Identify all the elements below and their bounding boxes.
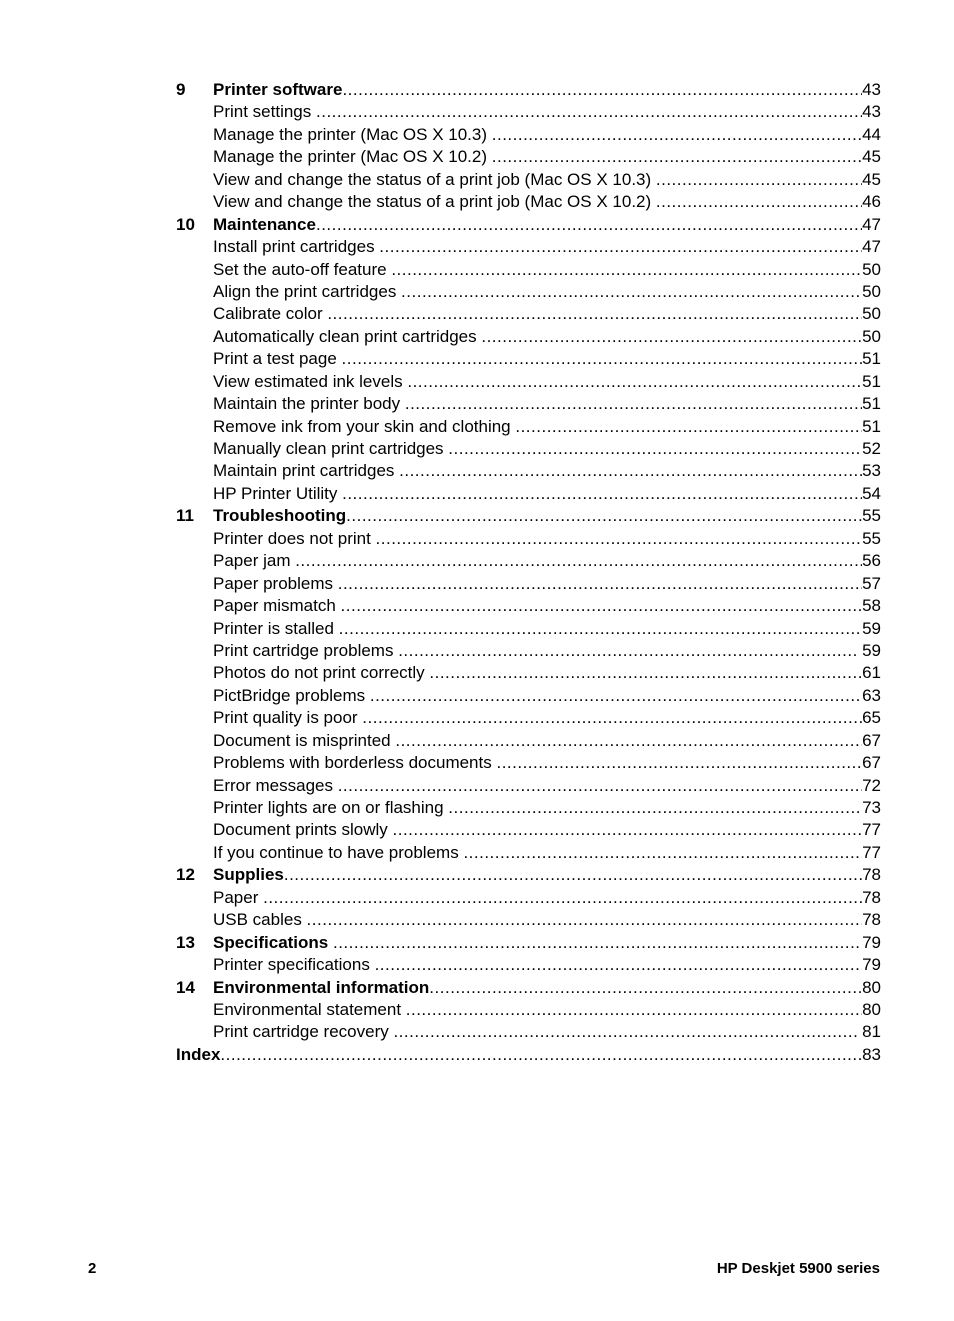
page-reference: 79 xyxy=(862,955,881,975)
dot-leader xyxy=(327,303,862,325)
toc-section-entry xyxy=(176,573,881,595)
page-reference: 65 xyxy=(862,708,881,728)
page-reference: 43 xyxy=(862,102,881,122)
toc-section-entry xyxy=(176,393,881,415)
entry-title: Paper mismatch xyxy=(213,596,341,616)
entry-title: Photos do not print correctly xyxy=(213,663,430,683)
toc-entry-line xyxy=(213,371,881,393)
page-reference: 58 xyxy=(862,596,881,616)
toc-entry-line xyxy=(213,595,881,617)
toc-entry-line xyxy=(213,101,881,123)
dot-leader xyxy=(362,707,862,729)
toc-entry-line xyxy=(213,932,881,954)
toc-section-entry xyxy=(176,281,881,303)
toc-section-entry xyxy=(176,954,881,976)
toc-entry-line xyxy=(213,819,881,841)
page-reference: 50 xyxy=(862,281,881,301)
entry-title: Printer does not print xyxy=(213,528,376,548)
toc-entry-line xyxy=(213,124,881,146)
toc-section-entry xyxy=(176,528,881,550)
toc-entry-line xyxy=(213,1021,881,1043)
entry-title: Print a test page xyxy=(213,349,342,369)
page-reference: 52 xyxy=(862,439,881,458)
toc-chapter-entry xyxy=(176,79,881,101)
toc-entry-line xyxy=(213,505,881,527)
entry-title: View and change the status of a print job (Mac OS X 10.3) xyxy=(213,169,656,189)
toc-entry-line xyxy=(213,977,881,999)
toc-entry-line xyxy=(213,236,881,258)
toc-entry-line xyxy=(213,303,881,325)
dot-leader xyxy=(448,438,862,460)
page-reference: 67 xyxy=(862,730,881,750)
dot-leader xyxy=(342,348,863,370)
page-reference: 78 xyxy=(862,865,881,885)
entry-title: Align the print cartridges xyxy=(213,281,402,301)
page-reference: 55 xyxy=(862,528,881,548)
entry-title: Printer is stalled xyxy=(213,618,339,638)
toc-entry-line xyxy=(213,730,881,752)
dot-leader xyxy=(263,887,862,909)
toc-chapter-entry xyxy=(176,214,881,236)
toc-entry-line xyxy=(213,483,881,505)
chapter-number: 10 xyxy=(176,214,195,234)
dot-leader xyxy=(393,819,863,841)
page-reference: 54 xyxy=(862,483,881,503)
toc-entry-line xyxy=(213,550,881,572)
dot-leader xyxy=(492,124,862,146)
toc-chapter-entry xyxy=(176,977,881,999)
toc-entry-line xyxy=(213,954,881,976)
toc-entry-line xyxy=(213,618,881,640)
dot-leader xyxy=(399,460,862,482)
toc-section-entry xyxy=(176,662,881,684)
toc-entry-line xyxy=(213,259,881,281)
entry-title: Troubleshooting xyxy=(213,506,347,526)
toc-section-entry xyxy=(176,595,881,617)
toc-entry-line xyxy=(213,752,881,774)
toc-section-entry xyxy=(176,169,881,191)
dot-leader xyxy=(375,954,863,976)
dot-leader xyxy=(407,371,862,393)
page-reference: 63 xyxy=(862,685,881,705)
entry-title: Document is misprinted xyxy=(213,730,396,750)
page-reference: 72 xyxy=(862,775,881,795)
page-reference: 81 xyxy=(857,1022,881,1042)
page-reference: 73 xyxy=(862,798,881,817)
page-reference: 50 xyxy=(862,326,881,346)
page-reference: 45 xyxy=(862,147,881,167)
entry-title: Maintain the printer body xyxy=(213,394,405,414)
chapter-number: 12 xyxy=(176,865,195,885)
toc-section-entry xyxy=(176,326,881,348)
toc-entry-line xyxy=(213,909,881,931)
table-of-contents xyxy=(176,79,881,1066)
page-reference: 79 xyxy=(862,932,881,952)
entry-title: Print quality is poor xyxy=(213,708,363,728)
page-reference: 45 xyxy=(862,169,881,189)
entry-title: View and change the status of a print job (Mac OS X 10.2) xyxy=(213,192,656,212)
entry-title: Printer specifications xyxy=(213,955,375,975)
dot-leader xyxy=(307,909,863,931)
toc-entry-line xyxy=(213,797,881,819)
toc-section-entry xyxy=(176,483,881,505)
dot-leader xyxy=(463,842,862,864)
chapter-number: 13 xyxy=(176,932,195,952)
dot-leader xyxy=(342,79,862,101)
entry-title: Document prints slowly xyxy=(213,820,393,840)
chapter-number: 11 xyxy=(176,506,194,526)
entry-title: Calibrate color xyxy=(213,304,328,324)
page-reference: 61 xyxy=(862,663,881,683)
entry-title: Paper xyxy=(213,887,264,907)
toc-section-entry xyxy=(176,146,881,168)
toc-section-entry xyxy=(176,640,881,662)
dot-leader xyxy=(341,595,863,617)
dot-leader xyxy=(391,259,862,281)
dot-leader xyxy=(496,752,862,774)
toc-entry-line xyxy=(213,528,881,550)
toc-section-entry xyxy=(176,730,881,752)
entry-title: Paper problems xyxy=(213,573,338,593)
page-reference: 78 xyxy=(862,910,881,930)
entry-title: Print settings xyxy=(213,102,316,122)
page-reference: 44 xyxy=(862,124,881,144)
toc-chapter-entry xyxy=(176,932,881,954)
entry-title: Environmental information xyxy=(213,977,430,997)
toc-section-entry xyxy=(176,438,881,460)
dot-leader xyxy=(492,146,862,168)
toc-section-entry xyxy=(176,303,881,325)
toc-chapter-entry xyxy=(176,1044,881,1066)
entry-title: Print cartridge problems xyxy=(213,640,399,660)
dot-leader xyxy=(379,236,862,258)
toc-section-entry xyxy=(176,819,881,841)
toc-entry-line xyxy=(213,999,881,1021)
page-reference: 50 xyxy=(862,259,881,279)
toc-entry-line xyxy=(213,573,881,595)
toc-entry-line xyxy=(213,326,881,348)
toc-entry-line xyxy=(213,887,881,909)
chapter-number: 14 xyxy=(176,977,195,997)
toc-section-entry xyxy=(176,416,881,438)
toc-entry-line xyxy=(213,842,881,864)
page-reference: 67 xyxy=(862,753,881,773)
dot-leader xyxy=(338,775,862,797)
dot-leader xyxy=(370,685,862,707)
entry-title: Specifications xyxy=(213,932,333,952)
toc-entry-line xyxy=(213,281,881,303)
page-reference: 53 xyxy=(862,461,881,481)
page-reference: 77 xyxy=(862,820,881,840)
toc-section-entry xyxy=(176,775,881,797)
dot-leader xyxy=(339,618,862,640)
dot-leader xyxy=(429,977,862,999)
page-reference: 80 xyxy=(862,999,881,1019)
toc-entry-line xyxy=(213,438,881,460)
dot-leader xyxy=(656,191,862,213)
toc-entry-line xyxy=(213,79,881,101)
entry-title: Paper jam xyxy=(213,551,296,571)
page-reference: 56 xyxy=(862,551,881,571)
page-reference: 59 xyxy=(862,618,881,638)
dot-leader xyxy=(656,169,862,191)
page-reference: 47 xyxy=(862,237,881,257)
entry-title: Automatically clean print cartridges xyxy=(213,326,482,346)
toc-section-entry xyxy=(176,887,881,909)
toc-entry-line xyxy=(213,146,881,168)
page-reference: 43 xyxy=(862,80,881,99)
page-number: 2 xyxy=(88,1260,97,1277)
chapter-number: 9 xyxy=(176,80,186,99)
entry-title: Manage the printer (Mac OS X 10.3) xyxy=(213,124,492,144)
toc-section-entry xyxy=(176,191,881,213)
dot-leader xyxy=(429,662,862,684)
toc-section-entry xyxy=(176,909,881,931)
toc-entry-line xyxy=(213,348,881,370)
toc-entry-line xyxy=(213,214,881,236)
page-reference: 51 xyxy=(862,371,881,391)
toc-entry-line xyxy=(213,662,881,684)
toc-entry-line xyxy=(213,393,881,415)
dot-leader xyxy=(333,932,862,954)
dot-leader xyxy=(401,281,862,303)
page-reference: 78 xyxy=(862,887,881,907)
dot-leader xyxy=(284,864,862,886)
toc-entry-line xyxy=(213,775,881,797)
entry-title: Printer lights are on or flashing xyxy=(213,798,449,817)
toc-section-entry xyxy=(176,999,881,1021)
entry-title: Printer software xyxy=(213,80,343,99)
dot-leader xyxy=(481,326,862,348)
toc-section-entry xyxy=(176,752,881,774)
entry-title: Supplies xyxy=(213,865,284,885)
entry-title: Error messages xyxy=(213,775,338,795)
product-name: HP Deskjet 5900 series xyxy=(716,1260,880,1277)
page-reference: 46 xyxy=(862,192,881,212)
toc-entry-line xyxy=(213,169,881,191)
entry-title: Problems with borderless documents xyxy=(213,753,497,773)
toc-section-entry xyxy=(176,842,881,864)
dot-leader xyxy=(316,214,862,236)
entry-title: Remove ink from your skin and clothing xyxy=(213,416,516,436)
page-reference: 51 xyxy=(862,394,881,414)
page-reference: 47 xyxy=(862,214,881,234)
dot-leader xyxy=(316,101,862,123)
entry-title: If you continue to have problems xyxy=(213,842,464,862)
page-reference: 77 xyxy=(862,842,881,862)
entry-title: USB cables xyxy=(213,910,307,930)
toc-section-entry xyxy=(176,797,881,819)
toc-entry-line xyxy=(213,640,881,662)
page-reference: 55 xyxy=(862,506,881,526)
toc-entry-line xyxy=(213,685,881,707)
toc-section-entry xyxy=(176,259,881,281)
entry-title: Manually clean print cartridges xyxy=(213,439,449,458)
toc-section-entry xyxy=(176,101,881,123)
entry-title: View estimated ink levels xyxy=(213,371,408,391)
page-reference: 83 xyxy=(862,1044,881,1064)
toc-entry-line xyxy=(176,1044,881,1066)
dot-leader xyxy=(342,483,862,505)
toc-entry-line xyxy=(213,416,881,438)
dot-leader xyxy=(338,573,862,595)
dot-leader xyxy=(295,550,862,572)
toc-chapter-entry xyxy=(176,864,881,886)
entry-title: Install print cartridges xyxy=(213,237,380,257)
page-reference: 51 xyxy=(862,416,881,436)
dot-leader xyxy=(395,730,862,752)
toc-entry-line xyxy=(213,460,881,482)
dot-leader xyxy=(448,797,862,819)
toc-section-entry xyxy=(176,124,881,146)
dot-leader xyxy=(220,1044,862,1066)
entry-title: PictBridge problems xyxy=(213,685,370,705)
toc-section-entry xyxy=(176,685,881,707)
toc-section-entry xyxy=(176,371,881,393)
dot-leader xyxy=(406,999,862,1021)
toc-section-entry xyxy=(176,707,881,729)
entry-title: Index xyxy=(176,1044,221,1064)
toc-entry-line xyxy=(213,864,881,886)
dot-leader xyxy=(398,640,857,662)
dot-leader xyxy=(515,416,862,438)
dot-leader xyxy=(405,393,862,415)
toc-section-entry xyxy=(176,618,881,640)
entry-title: Set the auto-off feature xyxy=(213,259,392,279)
toc-chapter-entry xyxy=(176,505,881,527)
page-reference: 50 xyxy=(862,304,881,324)
entry-title: Manage the printer (Mac OS X 10.2) xyxy=(213,147,492,167)
dot-leader xyxy=(346,505,862,527)
toc-section-entry xyxy=(176,236,881,258)
page-reference: 80 xyxy=(862,977,881,997)
page-reference: 57 xyxy=(862,573,881,593)
entry-title: Maintain print cartridges xyxy=(213,461,400,481)
toc-entry-line xyxy=(213,191,881,213)
dot-leader xyxy=(376,528,863,550)
toc-entry-line xyxy=(213,707,881,729)
entry-title: Print cartridge recovery xyxy=(213,1022,394,1042)
page-reference: 59 xyxy=(857,640,881,660)
toc-section-entry xyxy=(176,348,881,370)
toc-section-entry xyxy=(176,550,881,572)
page-reference: 51 xyxy=(862,349,881,369)
dot-leader xyxy=(393,1021,857,1043)
toc-section-entry xyxy=(176,460,881,482)
entry-title: Environmental statement xyxy=(213,999,406,1019)
entry-title: HP Printer Utility xyxy=(213,483,343,503)
entry-title: Maintenance xyxy=(213,214,316,234)
toc-section-entry xyxy=(176,1021,881,1043)
